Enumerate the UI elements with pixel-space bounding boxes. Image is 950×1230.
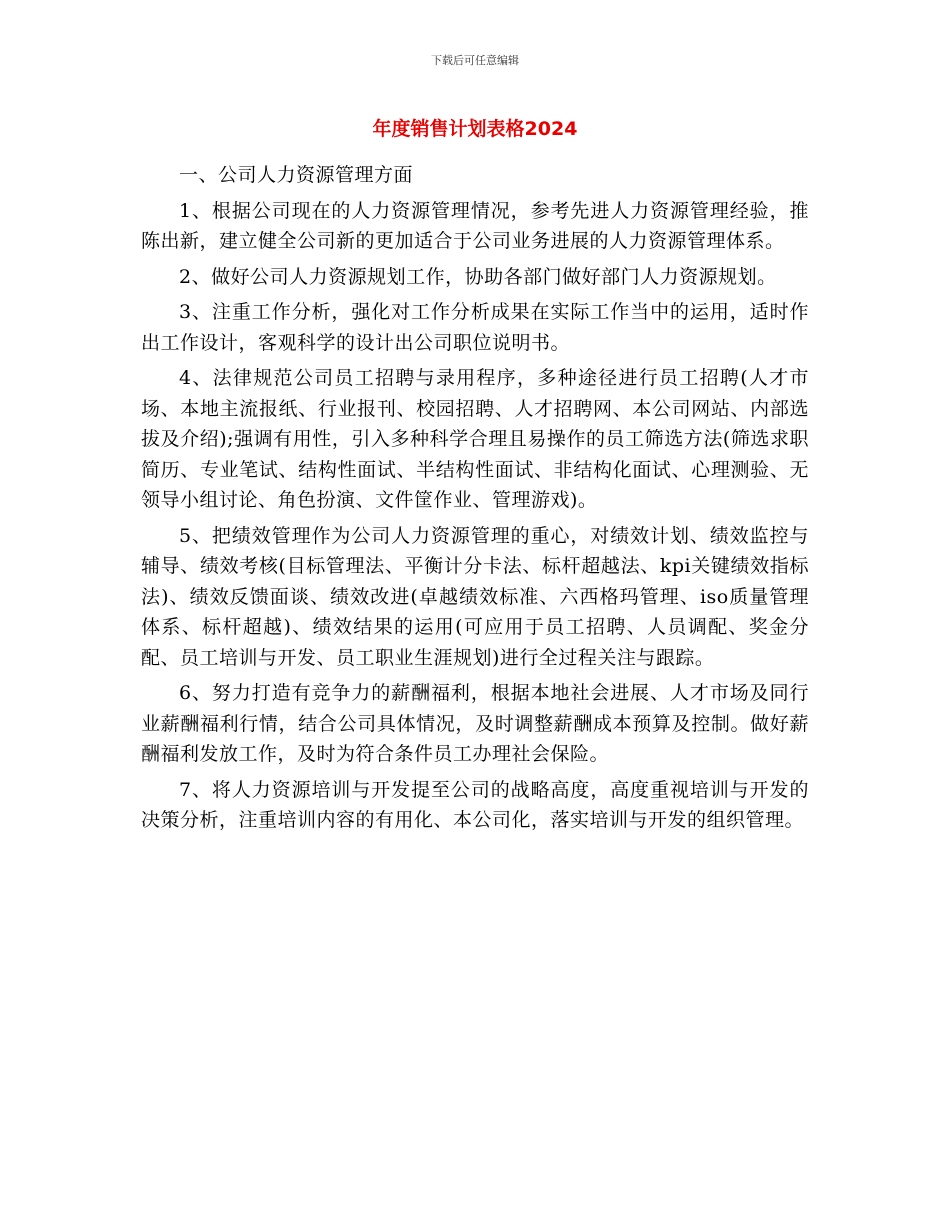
document-title: 年度销售计划表格2024 xyxy=(372,118,578,140)
paragraph-1: 1、根据公司现在的人力资源管理情况，参考先进人力资源管理经验，推陈出新，建立健全公司新的更加适合于公司业务进展的人力资源管理体系。 xyxy=(141,199,809,252)
paragraph-7: 7、将人力资源培训与开发提至公司的战略高度，高度重视培训与开发的决策分析，注重培训内容的有用化、本公司化，落实培训与开发的组织管理。 xyxy=(141,778,809,831)
header-note: 下载后可任意编辑 xyxy=(431,54,519,67)
paragraph-2: 2、做好公司人力资源规划工作，协助各部门做好部门人力资源规划。 xyxy=(179,265,777,288)
section-heading: 一、公司人力资源管理方面 xyxy=(179,164,414,186)
paragraph-6: 6、努力打造有竞争力的薪酬福利，根据本地社会进展、人才市场及同行业薪酬福利行情，结合公司具体情况，及时调整薪酬成本预算及控制。做好薪酬福利发放工作，及时为符合条件员工办理社会保险。 xyxy=(141,682,809,765)
document-body xyxy=(141,160,809,836)
paragraph-3: 3、注重工作分析，强化对工作分析成果在实际工作当中的运用，适时作出工作设计，客观科学的设计出公司职位说明书。 xyxy=(141,301,809,354)
paragraph-5: 5、把绩效管理作为公司人力资源管理的重心，对绩效计划、绩效监控与辅导、绩效考核(目标管理法、平衡计分卡法、标杆超越法、kpi关键绩效指标法)、绩效反馈面谈、绩效改进(卓越绩效标准、六西格玛管理、iso质量管理体系、标杆超越)、绩效结果的运用(可应用于员工招聘、人员调配、奖金分配、员工培训与开发、员工职业生涯规划)进行全过程关注与跟踪。 xyxy=(141,524,809,669)
paragraph-4: 4、法律规范公司员工招聘与录用程序，多种途径进行员工招聘(人才市场、本地主流报纸、行业报刊、校园招聘、人才招聘网、本公司网站、内部选拔及介绍);强调有用性，引入多种科学合理且易操作的员工筛选方法(筛选求职简历、专业笔试、结构性面试、半结构性面试、非结构化面试、心理测验、无领导小组讨论、角色扮演、文件筐作业、管理游戏)。 xyxy=(141,367,809,511)
